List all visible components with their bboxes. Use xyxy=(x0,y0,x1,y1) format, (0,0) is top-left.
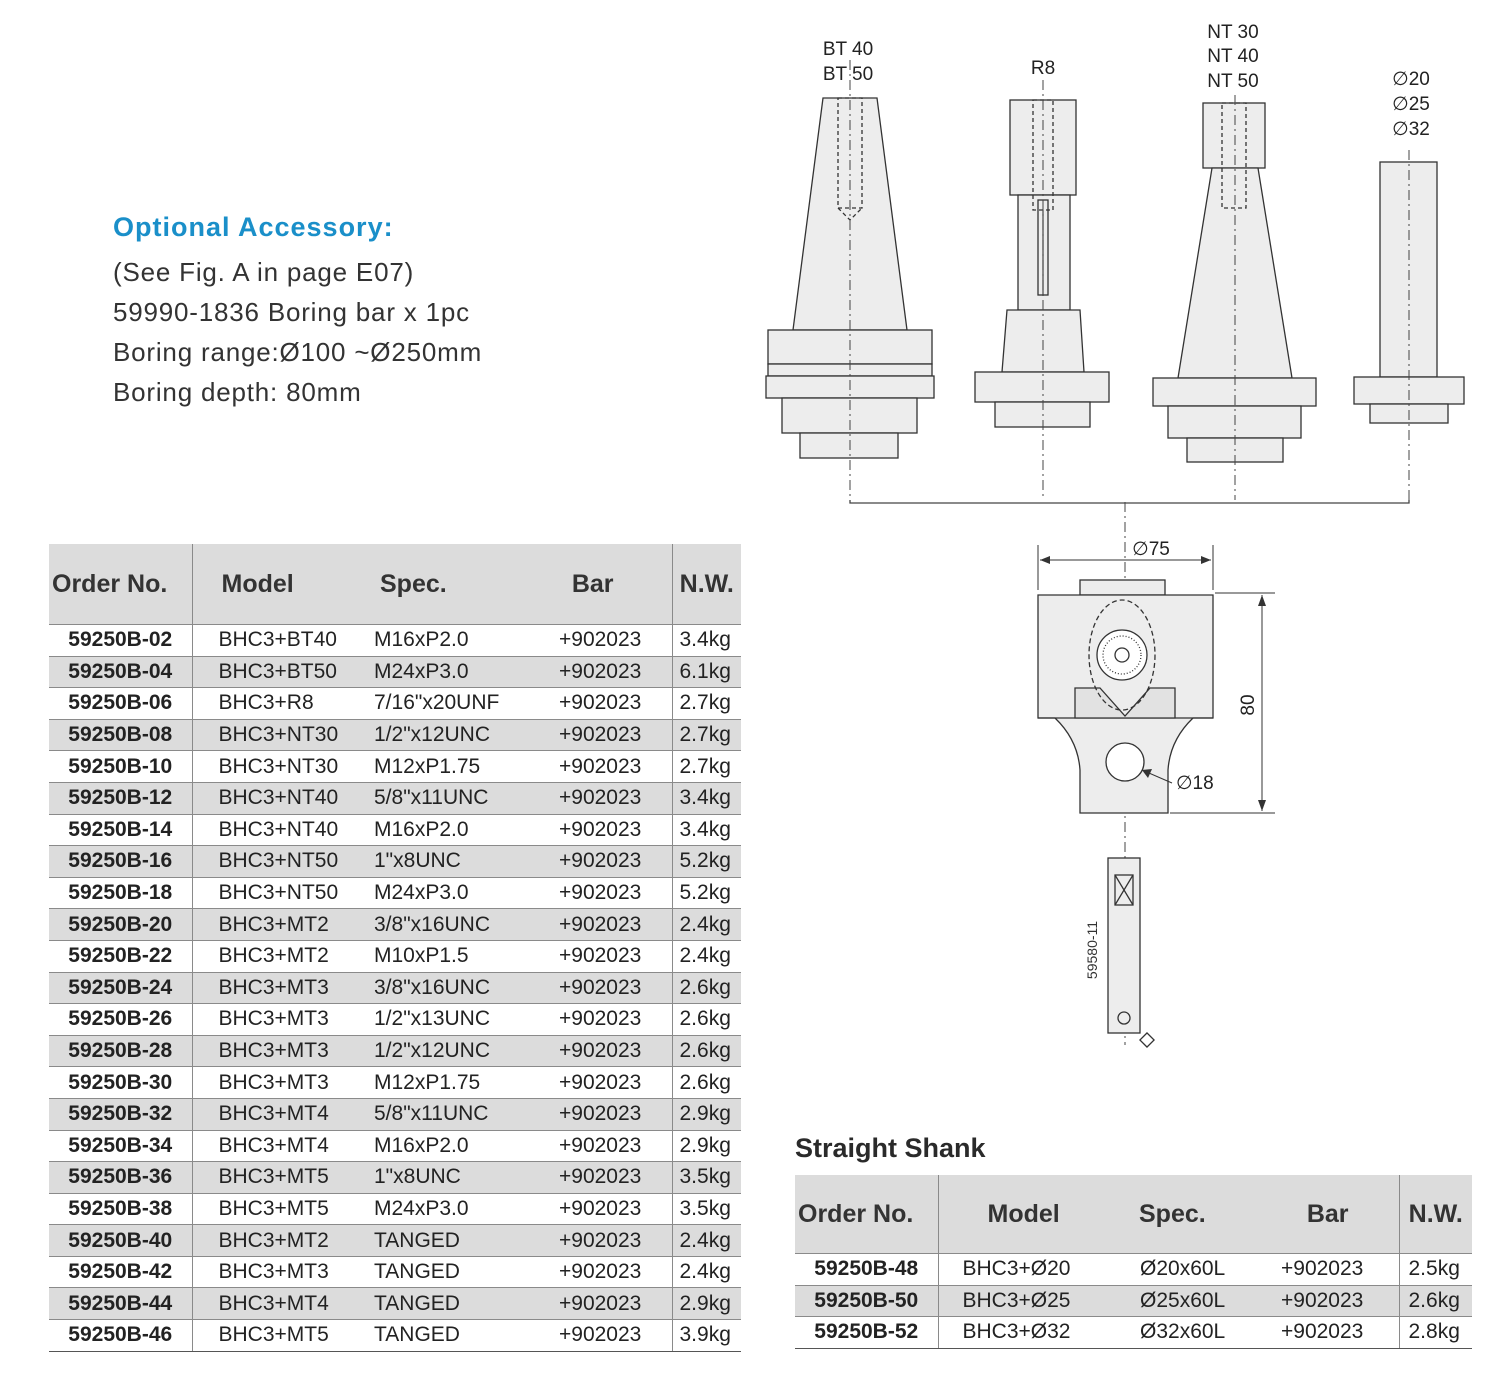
accessory-line: Boring depth: 80mm xyxy=(113,377,362,407)
weight-cell: 2.9kg xyxy=(672,1098,741,1130)
spec-cell: 7/16"x20UNF xyxy=(347,688,527,720)
header-nw: N.W. xyxy=(1399,1175,1472,1254)
model-cell: BHC3+NT50 xyxy=(192,877,347,909)
spec-cell: Ø25x60L xyxy=(1108,1285,1248,1317)
bar-cell: +902023 xyxy=(527,1004,672,1036)
spec-cell: 3/8"x16UNC xyxy=(347,972,527,1004)
table-row xyxy=(795,1254,1472,1286)
weight-cell: 2.4kg xyxy=(672,940,741,972)
table-row xyxy=(49,1004,741,1036)
model-cell: BHC3+NT30 xyxy=(192,719,347,751)
table-row xyxy=(49,1035,741,1067)
model-cell: BHC3+MT4 xyxy=(192,1130,347,1162)
order-no-cell: 59250B-24 xyxy=(49,972,192,1004)
order-no-cell: 59250B-36 xyxy=(49,1162,192,1194)
weight-cell: 2.4kg xyxy=(672,1225,741,1257)
spec-cell: TANGED xyxy=(347,1320,527,1352)
order-no-cell: 59250B-16 xyxy=(49,846,192,878)
bar-cell: +902023 xyxy=(527,719,672,751)
bar-cell: +902023 xyxy=(527,877,672,909)
weight-cell: 2.6kg xyxy=(672,972,741,1004)
model-cell: BHC3+MT3 xyxy=(192,1035,347,1067)
boring-bar-drawing xyxy=(1084,858,1154,1047)
dim-bore-label: ∅18 xyxy=(1176,773,1214,794)
spec-cell: 1/2"x12UNC xyxy=(347,719,527,751)
bar-cell: +902023 xyxy=(527,1098,672,1130)
order-no-cell: 59250B-32 xyxy=(49,1098,192,1130)
order-no-cell: 59250B-10 xyxy=(49,751,192,783)
spec-cell: 3/8"x16UNC xyxy=(347,909,527,941)
spec-cell: M24xP3.0 xyxy=(347,656,527,688)
bar-cell: +902023 xyxy=(527,814,672,846)
order-no-cell: 59250B-38 xyxy=(49,1193,192,1225)
header-order-no: Order No. xyxy=(795,1175,938,1254)
order-no-cell: 59250B-50 xyxy=(795,1285,938,1317)
label-nt30: NT 30 xyxy=(1207,22,1259,43)
bar-cell: +902023 xyxy=(527,1288,672,1320)
model-cell: BHC3+MT3 xyxy=(192,972,347,1004)
order-no-cell: 59250B-26 xyxy=(49,1004,192,1036)
order-no-cell: 59250B-34 xyxy=(49,1130,192,1162)
straight-shank-table xyxy=(795,1175,1472,1349)
weight-cell: 2.6kg xyxy=(672,1067,741,1099)
spec-cell: M24xP3.0 xyxy=(347,1193,527,1225)
table-row xyxy=(49,846,741,878)
bar-cell: +902023 xyxy=(527,782,672,814)
model-cell: BHC3+MT4 xyxy=(192,1288,347,1320)
header-spec: Spec. xyxy=(1108,1175,1248,1254)
model-cell: BHC3+MT4 xyxy=(192,1098,347,1130)
header-nw: N.W. xyxy=(672,544,741,625)
technical-drawing xyxy=(750,0,1500,1080)
order-no-cell: 59250B-46 xyxy=(49,1320,192,1352)
order-no-cell: 59250B-44 xyxy=(49,1288,192,1320)
header-bar: Bar xyxy=(527,544,672,625)
order-no-cell: 59250B-52 xyxy=(795,1317,938,1349)
table-row xyxy=(49,1288,741,1320)
model-cell: BHC3+Ø20 xyxy=(938,1254,1108,1286)
weight-cell: 2.7kg xyxy=(672,751,741,783)
bar-cell: +902023 xyxy=(527,846,672,878)
header-spec: Spec. xyxy=(347,544,527,625)
label-nt50: NT 50 xyxy=(1207,71,1259,92)
model-cell: BHC3+MT5 xyxy=(192,1193,347,1225)
bar-cell: +902023 xyxy=(527,625,672,657)
table-row xyxy=(49,1162,741,1194)
weight-cell: 2.4kg xyxy=(672,1256,741,1288)
table-row xyxy=(49,972,741,1004)
table-row xyxy=(49,1098,741,1130)
spec-cell: 1"x8UNC xyxy=(347,846,527,878)
table-row xyxy=(49,1067,741,1099)
bar-cell: +902023 xyxy=(527,1256,672,1288)
weight-cell: 3.4kg xyxy=(672,625,741,657)
bar-cell: +902023 xyxy=(1248,1254,1399,1286)
table-row xyxy=(49,656,741,688)
bar-cell: +902023 xyxy=(527,1320,672,1352)
weight-cell: 2.7kg xyxy=(672,688,741,720)
weight-cell: 2.6kg xyxy=(672,1004,741,1036)
bar-cell: +902023 xyxy=(527,751,672,783)
table-row xyxy=(49,1225,741,1257)
order-table xyxy=(49,544,741,1352)
spec-cell: TANGED xyxy=(347,1256,527,1288)
order-no-cell: 59250B-40 xyxy=(49,1225,192,1257)
spec-cell: TANGED xyxy=(347,1225,527,1257)
spec-cell: 1/2"x13UNC xyxy=(347,1004,527,1036)
order-no-cell: 59250B-08 xyxy=(49,719,192,751)
label-nt40: NT 40 xyxy=(1207,46,1259,67)
weight-cell: 3.4kg xyxy=(672,782,741,814)
model-cell: BHC3+MT5 xyxy=(192,1162,347,1194)
table-row xyxy=(49,940,741,972)
table-row xyxy=(49,1193,741,1225)
weight-cell: 2.8kg xyxy=(1399,1317,1472,1349)
spec-cell: M24xP3.0 xyxy=(347,877,527,909)
weight-cell: 2.9kg xyxy=(672,1130,741,1162)
weight-cell: 6.1kg xyxy=(672,656,741,688)
model-cell: BHC3+NT40 xyxy=(192,782,347,814)
header-model: Model xyxy=(192,544,347,625)
model-cell: BHC3+BT50 xyxy=(192,656,347,688)
accessory-line: (See Fig. A in page E07) xyxy=(113,257,415,287)
dim-width-label: ∅75 xyxy=(1132,539,1170,560)
weight-cell: 2.5kg xyxy=(1399,1254,1472,1286)
bar-cell: +902023 xyxy=(527,1193,672,1225)
weight-cell: 3.4kg xyxy=(672,814,741,846)
table-row xyxy=(49,719,741,751)
weight-cell: 5.2kg xyxy=(672,846,741,878)
dim-height-label: 80 xyxy=(1238,694,1259,716)
weight-cell: 5.2kg xyxy=(672,877,741,909)
order-no-cell: 59250B-42 xyxy=(49,1256,192,1288)
bar-cell: +902023 xyxy=(527,1067,672,1099)
weight-cell: 2.4kg xyxy=(672,909,741,941)
spec-cell: M16xP2.0 xyxy=(347,625,527,657)
model-cell: BHC3+MT3 xyxy=(192,1004,347,1036)
weight-cell: 2.6kg xyxy=(1399,1285,1472,1317)
model-cell: BHC3+MT2 xyxy=(192,909,347,941)
weight-cell: 3.5kg xyxy=(672,1193,741,1225)
model-cell: BHC3+R8 xyxy=(192,688,347,720)
spec-cell: M16xP2.0 xyxy=(347,1130,527,1162)
table-row xyxy=(795,1285,1472,1317)
table-header-row xyxy=(49,544,741,625)
spec-cell: M12xP1.75 xyxy=(347,1067,527,1099)
header-bar: Bar xyxy=(1248,1175,1399,1254)
bar-cell: +902023 xyxy=(527,1130,672,1162)
table-row xyxy=(795,1317,1472,1349)
spec-cell: Ø20x60L xyxy=(1108,1254,1248,1286)
order-no-cell: 59250B-28 xyxy=(49,1035,192,1067)
spec-cell: 1/2"x12UNC xyxy=(347,1035,527,1067)
weight-cell: 3.5kg xyxy=(672,1162,741,1194)
model-cell: BHC3+NT30 xyxy=(192,751,347,783)
order-no-cell: 59250B-14 xyxy=(49,814,192,846)
model-cell: BHC3+MT5 xyxy=(192,1320,347,1352)
table-row xyxy=(49,1320,741,1352)
model-cell: BHC3+BT40 xyxy=(192,625,347,657)
spec-cell: M10xP1.5 xyxy=(347,940,527,972)
table-header-row xyxy=(795,1175,1472,1254)
table-row xyxy=(49,782,741,814)
bar-cell: +902023 xyxy=(527,1035,672,1067)
label-bt50: BT 50 xyxy=(822,64,874,85)
spec-cell: 5/8"x11UNC xyxy=(347,782,527,814)
weight-cell: 2.9kg xyxy=(672,1288,741,1320)
table-row xyxy=(49,814,741,846)
model-cell: BHC3+NT50 xyxy=(192,846,347,878)
order-no-cell: 59250B-18 xyxy=(49,877,192,909)
bar-cell: +902023 xyxy=(1248,1285,1399,1317)
table-row xyxy=(49,877,741,909)
order-no-cell: 59250B-48 xyxy=(795,1254,938,1286)
table-row xyxy=(49,688,741,720)
header-order-no: Order No. xyxy=(49,544,192,625)
label-d25: ∅25 xyxy=(1392,94,1430,115)
bar-cell: +902023 xyxy=(527,972,672,1004)
order-no-cell: 59250B-30 xyxy=(49,1067,192,1099)
model-cell: BHC3+Ø32 xyxy=(938,1317,1108,1349)
model-cell: BHC3+MT3 xyxy=(192,1256,347,1288)
model-cell: BHC3+NT40 xyxy=(192,814,347,846)
spec-cell: 1"x8UNC xyxy=(347,1162,527,1194)
weight-cell: 2.6kg xyxy=(672,1035,741,1067)
table-row xyxy=(49,909,741,941)
table-row xyxy=(49,1256,741,1288)
order-no-cell: 59250B-06 xyxy=(49,688,192,720)
label-d20: ∅20 xyxy=(1392,69,1430,90)
spec-cell: 5/8"x11UNC xyxy=(347,1098,527,1130)
table-row xyxy=(49,751,741,783)
weight-cell: 3.9kg xyxy=(672,1320,741,1352)
weight-cell: 2.7kg xyxy=(672,719,741,751)
bar-cell: +902023 xyxy=(527,940,672,972)
bar-cell: +902023 xyxy=(1248,1317,1399,1349)
order-no-cell: 59250B-02 xyxy=(49,625,192,657)
bar-cell: +902023 xyxy=(527,909,672,941)
label-r8: R8 xyxy=(1030,58,1056,79)
spec-cell: TANGED xyxy=(347,1288,527,1320)
model-cell: BHC3+MT3 xyxy=(192,1067,347,1099)
table-row xyxy=(49,1130,741,1162)
table-row xyxy=(49,625,741,657)
spec-cell: M12xP1.75 xyxy=(347,751,527,783)
model-cell: BHC3+Ø25 xyxy=(938,1285,1108,1317)
spec-cell: M16xP2.0 xyxy=(347,814,527,846)
order-no-cell: 59250B-12 xyxy=(49,782,192,814)
model-cell: BHC3+MT2 xyxy=(192,940,347,972)
accessory-line: 59990-1836 Boring bar x 1pc xyxy=(113,297,470,327)
straight-shank-title: Straight Shank xyxy=(795,1133,986,1163)
order-no-cell: 59250B-20 xyxy=(49,909,192,941)
bar-cell: +902023 xyxy=(527,1225,672,1257)
order-no-cell: 59250B-04 xyxy=(49,656,192,688)
order-no-cell: 59250B-22 xyxy=(49,940,192,972)
header-model: Model xyxy=(938,1175,1108,1254)
spec-cell: Ø32x60L xyxy=(1108,1317,1248,1349)
bar-part-number: 59580-11 xyxy=(1084,920,1100,980)
r8-shank-drawing xyxy=(975,100,1109,427)
accessory-line: Boring range:Ø100 ~Ø250mm xyxy=(113,337,483,367)
bar-cell: +902023 xyxy=(527,656,672,688)
bar-cell: +902023 xyxy=(527,688,672,720)
label-bt40: BT 40 xyxy=(822,39,874,60)
optional-accessory xyxy=(113,212,482,412)
bar-cell: +902023 xyxy=(527,1162,672,1194)
label-d32: ∅32 xyxy=(1392,119,1430,140)
model-cell: BHC3+MT2 xyxy=(192,1225,347,1257)
accessory-title: Optional Accessory: xyxy=(113,212,394,242)
